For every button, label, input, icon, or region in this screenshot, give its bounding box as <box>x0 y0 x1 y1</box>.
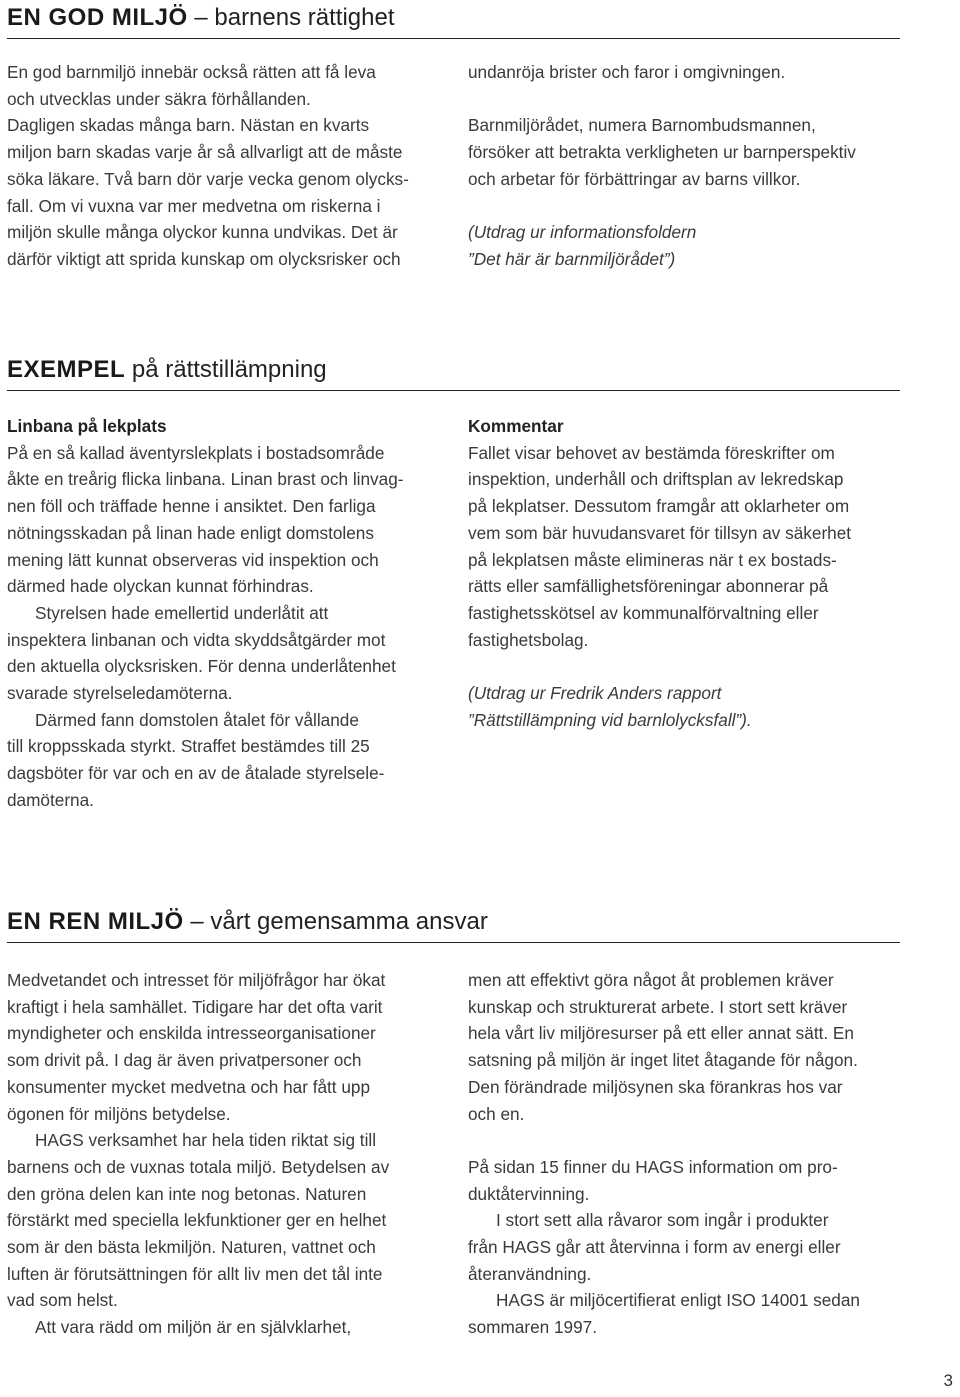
case-paragraph-2 <box>7 600 419 707</box>
heading-bold: EN GOD MILJÖ <box>7 4 188 31</box>
heading-subtitle: – vårt gemensamma ansvar <box>183 908 488 935</box>
section3-right-paragraph-2 <box>468 1154 908 1207</box>
section3-left-paragraph-1 <box>7 967 432 1127</box>
text-line: åkte en treårig flicka linbana. Linan brast och linvag- <box>7 469 404 490</box>
text-line: konsumenter mycket medvetna och har fått upp <box>7 1076 371 1097</box>
text-line: Den förändrade miljösynen ska förankras hos var <box>468 1076 843 1097</box>
text-line: En god barnmiljö innebär också rätten att få leva <box>7 62 376 82</box>
text-line: därför viktigt att sprida kunskap om olycksrisker och <box>7 248 401 269</box>
section3-right-paragraph-1 <box>468 967 908 1127</box>
text-line: mening lätt kunnat observeras vid inspektion och <box>7 549 379 570</box>
text-line: på lekplatsen måste elimineras när t ex bostads- <box>468 549 837 570</box>
text-line: myndigheter och enskilda intresseorganisationer <box>7 1023 376 1044</box>
section2-left-column <box>7 413 419 814</box>
text-line: fastighetsbolag. <box>468 629 589 650</box>
text-line: och utvecklas under säkra förhållanden. <box>7 88 311 109</box>
text-line: (Utdrag ur informationsfoldern <box>468 222 697 243</box>
text-line: förstärkt med speciella lekfunktioner ger en helhet <box>7 1210 387 1231</box>
text-line: den aktuella olycksrisken. För denna underlåtenhet <box>7 656 396 677</box>
text-line: (Utdrag ur Fredrik Anders rapport <box>468 683 722 704</box>
case-paragraph-1 <box>7 440 419 600</box>
text-line: ögonen för miljöns betydelse. <box>7 1103 231 1124</box>
heading-bold: EXEMPEL <box>7 356 126 383</box>
text-line: söka läkare. Två barn dör varje vecka genom olycks- <box>7 168 409 189</box>
text-line: Styrelsen hade emellertid underlåtit att <box>35 602 329 623</box>
text-line: I stort sett alla råvaror som ingår i produkter <box>496 1210 829 1231</box>
text-line: HAGS verksamhet har hela tiden riktat sig till <box>35 1130 377 1151</box>
section-heading-clean-environment <box>7 904 900 943</box>
section1-right-paragraph <box>468 112 908 192</box>
text-line: sommaren 1997. <box>468 1317 597 1338</box>
text-line: vad som helst. <box>7 1290 118 1311</box>
text-line: Barnmiljörådet, numera Barnombudsmannen, <box>468 115 816 136</box>
case-subheading: Linbana på lekplats <box>7 416 167 436</box>
page-number: 3 <box>943 1371 953 1390</box>
text-line: nen föll och träffade henne i ansiktet. Den farliga <box>7 496 376 517</box>
text-line: Medvetandet och intresset för miljöfrågor har ökat <box>7 970 386 990</box>
case-paragraph-3 <box>7 707 419 814</box>
heading-bold: EN REN MILJÖ <box>7 908 184 935</box>
text-line: duktåtervinning. <box>468 1183 590 1204</box>
section1-right-column <box>468 59 908 273</box>
text-line: försöker att betrakta verkligheten ur barnperspektiv <box>468 142 856 163</box>
text-line: från HAGS går att återvinna i form av energi eller <box>468 1237 841 1258</box>
section2-right-column <box>468 413 908 733</box>
text-line: men att effektivt göra något åt problemen kräver <box>468 970 834 990</box>
text-line: fall. Om vi vuxna var mer medvetna om riskerna i <box>7 195 381 216</box>
heading-subtitle: på rättstillämpning <box>125 356 327 383</box>
text-line: fastighetsskötsel av kommunalförvaltning eller <box>468 602 819 623</box>
text-line: nötningsskadan på linan hade enligt domstolens <box>7 522 374 543</box>
text-line: Att vara rädd om miljön är en självklarhet, <box>35 1317 352 1338</box>
text-line: svarade styrelseledamöterna. <box>7 683 233 704</box>
text-line: och arbetar för förbättringar av barns villkor. <box>468 168 801 189</box>
section1-left-column <box>7 59 447 273</box>
text-line: miljon barn skadas varje år så allvarligt att de måste <box>7 142 403 163</box>
section1-right-line1: undanröja brister och faror i omgivningen. <box>468 62 786 82</box>
text-line: hela vårt liv miljöresurser på ett eller annat sätt. En <box>468 1023 854 1044</box>
text-line: den gröna delen kan inte nog betonas. Naturen <box>7 1183 367 1204</box>
text-line: på lekplatser. Dessutom framgår att oklarheter om <box>468 496 850 517</box>
comment-paragraph <box>468 440 908 654</box>
text-line: inspektera linbanan och vidta skyddsåtgärder mot <box>7 629 386 650</box>
section3-right-column <box>468 967 908 1341</box>
text-line: som drivit på. I dag är även privatpersoner och <box>7 1050 362 1071</box>
section1-source-quote <box>468 219 908 272</box>
section2-source-quote <box>468 680 908 733</box>
text-line: som är den bästa lekmiljön. Naturen, vattnet och <box>7 1237 376 1258</box>
text-line: ”Det här är barnmiljörådet”) <box>468 248 676 269</box>
text-line: satsning på miljön är inget litet åtagande för någon. <box>468 1050 858 1071</box>
comment-subheading: Kommentar <box>468 416 564 436</box>
text-line: vem som bär huvudansvaret för tillsyn av säkerhet <box>468 522 852 543</box>
text-line: återanvändning. <box>468 1263 592 1284</box>
text-line: Dagligen skadas många barn. Nästan en kvarts <box>7 115 370 136</box>
text-line: luften är förutsättningen för allt liv men det tål inte <box>7 1263 383 1284</box>
section3-left-column <box>7 967 432 1341</box>
heading-subtitle: – barnens rättighet <box>187 4 395 31</box>
text-line: På en så kallad äventyrslekplats i bostadsområde <box>7 442 385 463</box>
text-line: dagsböter för var och en av de åtalade styrelsele- <box>7 763 385 784</box>
text-line: kraftigt i hela samhället. Tidigare har det ofta varit <box>7 996 383 1017</box>
text-line: därmed hade olyckan kunnat förhindras. <box>7 576 314 597</box>
text-line: rätts eller samfällighetsföreningar abonnerar på <box>468 576 829 597</box>
section3-left-paragraph-2 <box>7 1127 432 1314</box>
text-line: och en. <box>468 1103 525 1124</box>
text-line: damöterna. <box>7 789 94 810</box>
text-line: barnens och de vuxnas totala miljö. Betydelsen av <box>7 1156 390 1177</box>
text-line: miljön skulle många olyckor kunna undvikas. Det är <box>7 222 398 243</box>
text-line: Därmed fann domstolen åtalet för vållande <box>35 709 359 730</box>
text-line: kunskap och strukturerat arbete. I stort sett kräver <box>468 996 848 1017</box>
text-line: till kroppsskada styrkt. Straffet bestämdes till 25 <box>7 736 370 757</box>
section1-left-body <box>7 59 447 273</box>
text-line: HAGS är miljöcertifierat enligt ISO 14001 sedan <box>496 1290 860 1311</box>
text-line: inspektion, underhåll och driftsplan av lekredskap <box>468 469 844 490</box>
text-line: Fallet visar behovet av bestämda föreskrifter om <box>468 442 835 463</box>
section-heading-good-environment <box>7 0 900 39</box>
text-line: ”Rättstillämpning vid barnlolycksfall”). <box>468 709 752 730</box>
text-line: På sidan 15 finner du HAGS information om pro- <box>468 1156 838 1177</box>
section3-right-paragraph-4 <box>468 1287 908 1340</box>
section3-right-paragraph-3 <box>468 1207 908 1287</box>
section-heading-examples <box>7 352 900 391</box>
section3-left-paragraph-3 <box>7 1314 432 1341</box>
